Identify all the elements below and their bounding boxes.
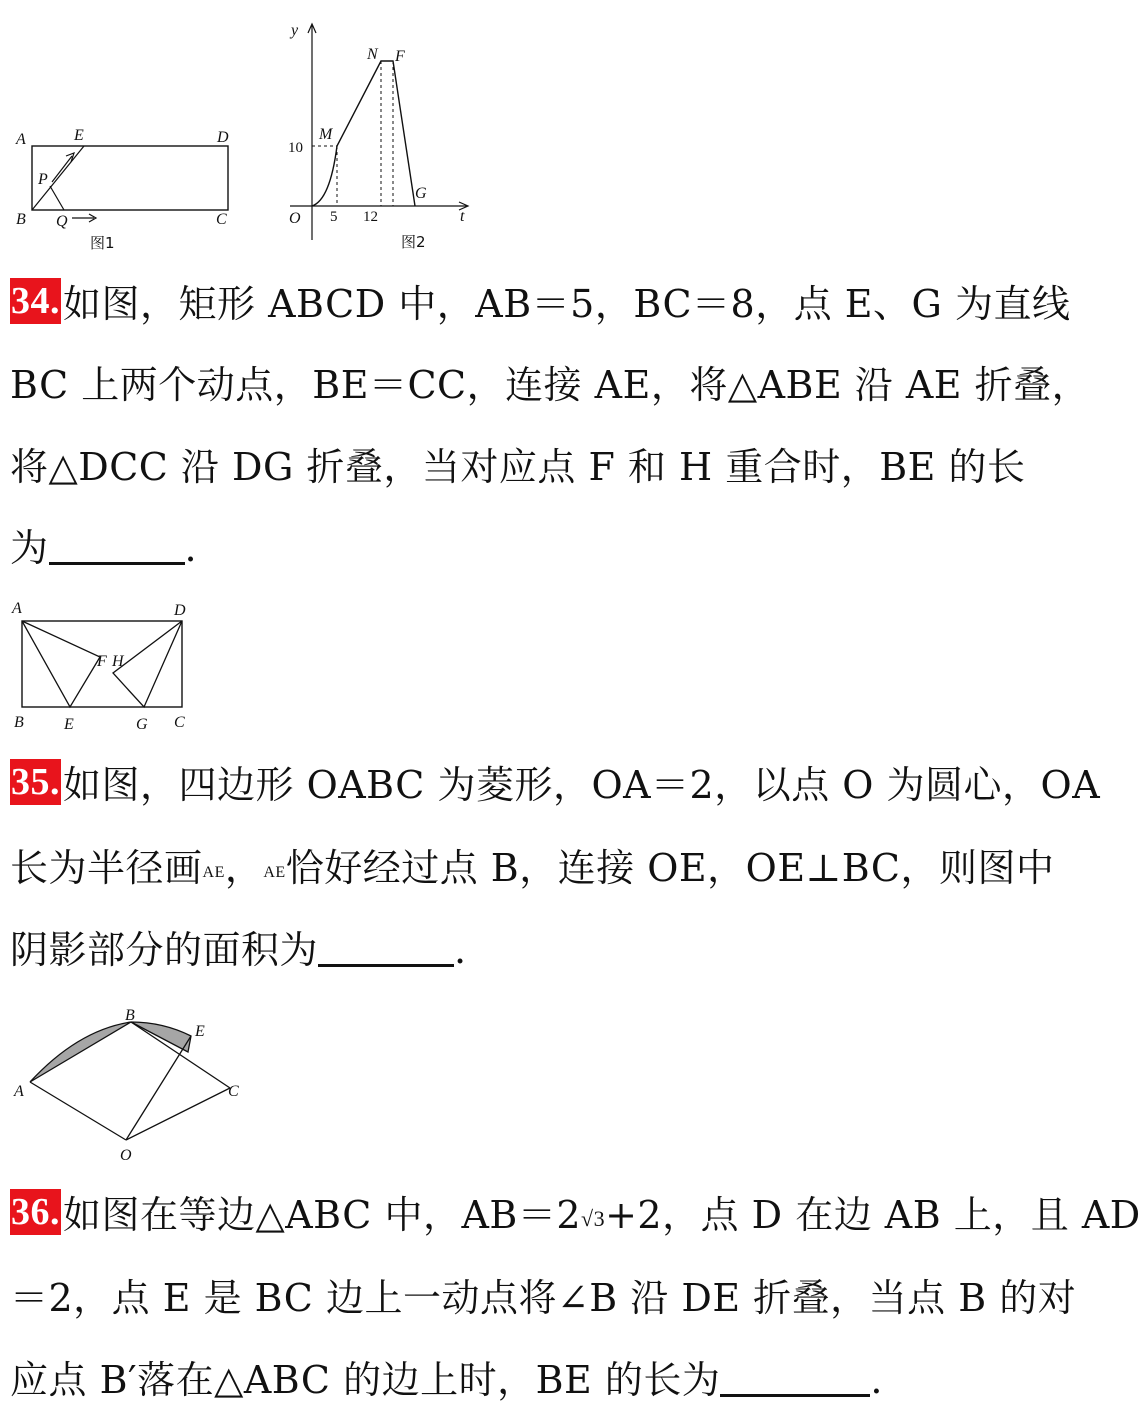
fig2-label-f: F — [395, 48, 405, 65]
q36-line-1 — [10, 1185, 1141, 1245]
q36-text-1a: 如图在等边△ABC 中，AB＝2 — [63, 1193, 581, 1237]
fig1-label-a: A — [16, 131, 26, 148]
q34-text-4: 为 — [10, 526, 49, 570]
q35-text-2c: 恰好经过点 B，连接 OE，OE⊥BC，则图中 — [285, 846, 1055, 890]
fig2-tick-10: 10 — [288, 140, 303, 156]
q34-fig-label-d: D — [174, 602, 186, 619]
q34-line-3: 将△DCC 沿 DG 折叠，当对应点 F 和 H 重合时，BE 的长 — [10, 445, 1026, 489]
q35-text-1: 如图，四边形 OABC 为菱形，OA＝2，以点 O 为圆心，OA — [63, 763, 1101, 807]
answer-blank[interactable] — [49, 522, 185, 565]
q35-line-3 — [10, 920, 467, 980]
q36-line-2: ＝2，点 E 是 BC 边上一动点将∠B 沿 DE 折叠，当点 B 的对 — [10, 1276, 1077, 1320]
q35-text-3: 阴影部分的面积为 — [10, 928, 319, 972]
fig1-label-q: Q — [56, 213, 68, 230]
arc-ae-symbol: AE — [202, 864, 225, 881]
fig2-label-g: G — [415, 185, 427, 202]
q34-fig-label-g: G — [136, 716, 148, 733]
fig2-caption: 图2 — [401, 233, 426, 251]
q34-figure — [8, 595, 208, 740]
q35-text-2a: 长为半径画 — [10, 846, 203, 890]
fig1-label-d: D — [217, 129, 229, 146]
fig2-tick-5: 5 — [330, 209, 338, 225]
q34-fig-label-e: E — [64, 716, 74, 733]
q35-line-1 — [10, 755, 1100, 815]
q34-fig-label-f: F — [97, 653, 107, 670]
fig2-label-o: O — [289, 210, 301, 227]
answer-blank[interactable] — [720, 1354, 870, 1397]
q34-fig-label-a: A — [12, 600, 22, 617]
q35-end-period: . — [454, 928, 467, 972]
fig2-label-n: N — [367, 46, 378, 63]
q35-number-badge: 35. — [11, 761, 60, 803]
fig2-tick-12: 12 — [363, 209, 378, 225]
q34-fig-label-h: H — [112, 653, 124, 670]
fig2-label-y: y — [291, 22, 299, 39]
q35-line-2 — [10, 838, 1055, 898]
arc-ae-symbol: AE — [263, 864, 286, 881]
sqrt-3-symbol: √3 — [581, 1206, 606, 1231]
answer-blank[interactable] — [318, 924, 454, 967]
fig1-label-e: E — [74, 127, 84, 144]
q34-line-1 — [10, 274, 1070, 334]
q34-text-1: 如图，矩形 ABCD 中，AB＝5，BC＝8，点 E、G 为直线 — [63, 282, 1071, 326]
q35-fig-label-a: A — [14, 1083, 24, 1100]
q35-fig-label-b: B — [125, 1007, 135, 1024]
q35-fig-label-c: C — [228, 1083, 239, 1100]
q36-line-3 — [10, 1350, 883, 1410]
figure-2-graph — [275, 15, 475, 260]
figure-1-rectangle — [10, 120, 240, 255]
q34-line-2: BC 上两个动点，BE＝CC，连接 AE，将△ABE 沿 AE 折叠， — [10, 363, 1091, 407]
fig1-label-p: P — [38, 171, 48, 188]
q35-figure — [8, 1000, 258, 1170]
q34-number-badge: 34. — [11, 280, 60, 322]
q35-fig-label-e: E — [195, 1023, 205, 1040]
q36-text-3: 应点 B′落在△ABC 的边上时，BE 的长为 — [10, 1358, 721, 1402]
fig2-label-t: t — [460, 208, 465, 225]
q35-fig-label-o: O — [120, 1147, 132, 1164]
fig1-label-b: B — [16, 211, 26, 228]
q34-fig-label-c: C — [174, 714, 185, 731]
q36-text-1b: +2，点 D 在边 AB 上，且 AD — [605, 1193, 1141, 1237]
q35-text-2b: ， — [224, 846, 264, 890]
q34-end-period: . — [184, 526, 198, 570]
fig1-label-c: C — [216, 211, 227, 228]
q34-line-4 — [10, 518, 197, 578]
q34-fig-label-b: B — [14, 714, 24, 731]
fig2-label-m: M — [319, 126, 333, 143]
fig1-caption: 图1 — [90, 234, 115, 252]
q36-end-period: . — [870, 1358, 883, 1402]
q36-number-badge: 36. — [11, 1191, 60, 1233]
